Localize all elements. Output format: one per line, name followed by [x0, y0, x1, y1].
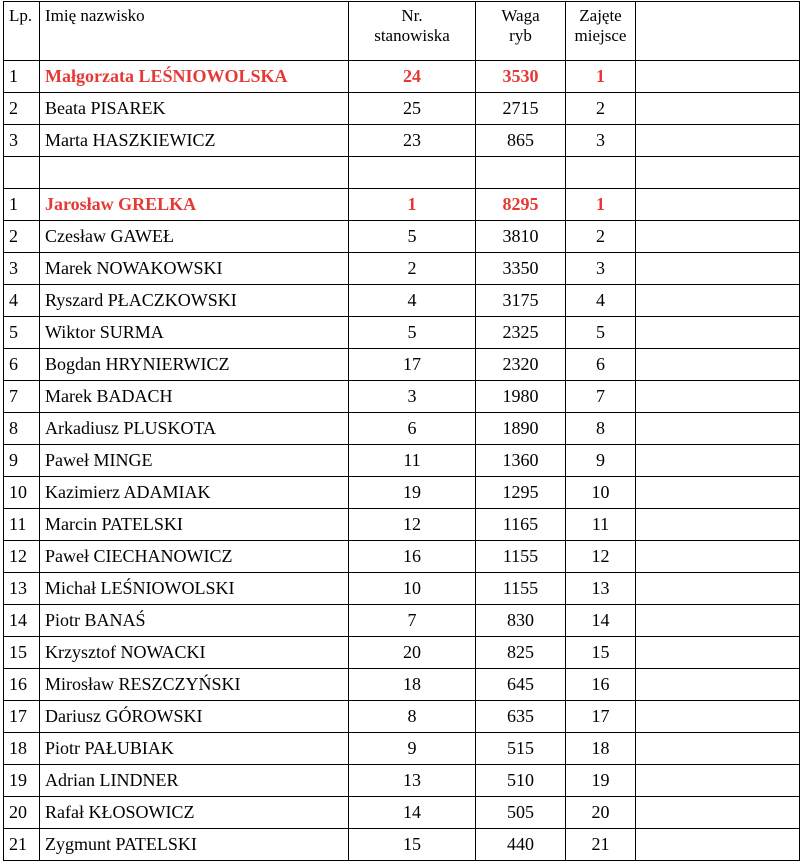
cell-waga: 3530 [476, 61, 566, 93]
cell-miejsce: 2 [566, 93, 636, 125]
cell-name: Bogdan HRYNIERWICZ [40, 349, 349, 381]
cell-stanowisko: 5 [349, 317, 476, 349]
cell-waga: 1155 [476, 541, 566, 573]
cell-lp: 12 [4, 541, 40, 573]
cell-empty [636, 253, 800, 285]
cell-name: Ryszard PŁACZKOWSKI [40, 285, 349, 317]
cell-empty [636, 797, 800, 829]
cell-name: Adrian LINDNER [40, 765, 349, 797]
cell-stanowisko: 11 [349, 445, 476, 477]
cell-miejsce: 3 [566, 125, 636, 157]
cell-lp: 13 [4, 573, 40, 605]
cell-waga: 510 [476, 765, 566, 797]
table-row [4, 605, 800, 637]
cell-empty [636, 445, 800, 477]
cell-waga: 1890 [476, 413, 566, 445]
cell-lp: 15 [4, 637, 40, 669]
cell-name: Arkadiusz PLUSKOTA [40, 413, 349, 445]
cell-name: Rafał KŁOSOWICZ [40, 797, 349, 829]
cell-stanowisko: 18 [349, 669, 476, 701]
cell-waga: 2325 [476, 317, 566, 349]
cell-stanowisko: 8 [349, 701, 476, 733]
cell-stanowisko: 6 [349, 413, 476, 445]
cell-stanowisko: 20 [349, 637, 476, 669]
cell-miejsce: 18 [566, 733, 636, 765]
cell-lp: 4 [4, 285, 40, 317]
cell-name: Czesław GAWEŁ [40, 221, 349, 253]
table-row [4, 93, 800, 125]
cell-empty [636, 733, 800, 765]
cell-miejsce: 1 [566, 61, 636, 93]
cell-lp: 11 [4, 509, 40, 541]
header-miejsce [566, 2, 636, 61]
header-waga [476, 2, 566, 61]
cell-waga: 825 [476, 637, 566, 669]
cell-miejsce: 13 [566, 573, 636, 605]
cell-waga: 635 [476, 701, 566, 733]
cell-stanowisko: 16 [349, 541, 476, 573]
cell-miejsce: 11 [566, 509, 636, 541]
table-body [4, 61, 800, 861]
cell-lp: 2 [4, 93, 40, 125]
header-lp: Lp. [4, 2, 40, 61]
cell-lp: 10 [4, 477, 40, 509]
cell-miejsce: 15 [566, 637, 636, 669]
cell-name: Marta HASZKIEWICZ [40, 125, 349, 157]
cell-miejsce: 17 [566, 701, 636, 733]
cell-lp: 7 [4, 381, 40, 413]
table-row [4, 221, 800, 253]
cell-lp: 3 [4, 125, 40, 157]
cell-name: Marek NOWAKOWSKI [40, 253, 349, 285]
table-row [4, 413, 800, 445]
cell-empty [636, 221, 800, 253]
cell-lp: 8 [4, 413, 40, 445]
cell-empty [636, 125, 800, 157]
cell-waga: 440 [476, 829, 566, 861]
cell-miejsce: 1 [566, 189, 636, 221]
separator-cell [476, 157, 566, 189]
cell-waga: 2715 [476, 93, 566, 125]
cell-stanowisko: 13 [349, 765, 476, 797]
cell-name: Jarosław GRELKA [40, 189, 349, 221]
header-stanowisko-line1: Nr. [401, 6, 423, 25]
cell-lp: 2 [4, 221, 40, 253]
cell-miejsce: 6 [566, 349, 636, 381]
cell-stanowisko: 3 [349, 381, 476, 413]
cell-lp: 19 [4, 765, 40, 797]
cell-miejsce: 7 [566, 381, 636, 413]
cell-waga: 515 [476, 733, 566, 765]
cell-empty [636, 829, 800, 861]
cell-empty [636, 573, 800, 605]
cell-stanowisko: 2 [349, 253, 476, 285]
cell-waga: 3810 [476, 221, 566, 253]
cell-waga: 645 [476, 669, 566, 701]
cell-lp: 1 [4, 61, 40, 93]
cell-stanowisko: 17 [349, 349, 476, 381]
cell-stanowisko: 5 [349, 221, 476, 253]
cell-waga: 1980 [476, 381, 566, 413]
cell-name: Beata PISAREK [40, 93, 349, 125]
cell-waga: 830 [476, 605, 566, 637]
cell-miejsce: 12 [566, 541, 636, 573]
cell-empty [636, 541, 800, 573]
table-row [4, 189, 800, 221]
table-row [4, 701, 800, 733]
cell-waga: 1360 [476, 445, 566, 477]
cell-miejsce: 19 [566, 765, 636, 797]
cell-waga: 2320 [476, 349, 566, 381]
cell-name: Wiktor SURMA [40, 317, 349, 349]
table-row [4, 765, 800, 797]
cell-miejsce: 9 [566, 445, 636, 477]
cell-stanowisko: 4 [349, 285, 476, 317]
cell-stanowisko: 7 [349, 605, 476, 637]
cell-lp: 9 [4, 445, 40, 477]
table-row [4, 829, 800, 861]
cell-name: Piotr PAŁUBIAK [40, 733, 349, 765]
separator-cell [4, 157, 40, 189]
header-miejsce-line1: Zajęte [579, 6, 622, 25]
cell-miejsce: 8 [566, 413, 636, 445]
cell-lp: 16 [4, 669, 40, 701]
cell-name: Paweł CIECHANOWICZ [40, 541, 349, 573]
cell-empty [636, 765, 800, 797]
header-miejsce-line2: miejsce [574, 26, 627, 45]
header-waga-line1: Waga [501, 6, 540, 25]
cell-stanowisko: 9 [349, 733, 476, 765]
cell-empty [636, 317, 800, 349]
cell-empty [636, 413, 800, 445]
cell-waga: 1165 [476, 509, 566, 541]
cell-waga: 3175 [476, 285, 566, 317]
cell-lp: 14 [4, 605, 40, 637]
table-row [4, 669, 800, 701]
cell-miejsce: 4 [566, 285, 636, 317]
cell-waga: 3350 [476, 253, 566, 285]
cell-name: Zygmunt PATELSKI [40, 829, 349, 861]
cell-lp: 1 [4, 189, 40, 221]
table-row [4, 541, 800, 573]
cell-name: Mirosław RESZCZYŃSKI [40, 669, 349, 701]
results-table [3, 1, 800, 861]
cell-name: Kazimierz ADAMIAK [40, 477, 349, 509]
cell-lp: 3 [4, 253, 40, 285]
separator-row [4, 157, 800, 189]
cell-lp: 21 [4, 829, 40, 861]
cell-name: Marek BADACH [40, 381, 349, 413]
table-row [4, 509, 800, 541]
header-stanowisko-line2: stanowiska [374, 26, 450, 45]
cell-lp: 6 [4, 349, 40, 381]
table-row [4, 61, 800, 93]
cell-waga: 1295 [476, 477, 566, 509]
header-empty [636, 2, 800, 61]
table-row [4, 445, 800, 477]
header-row [4, 2, 800, 61]
table-row [4, 317, 800, 349]
cell-name: Krzysztof NOWACKI [40, 637, 349, 669]
cell-empty [636, 669, 800, 701]
cell-name: Piotr BANAŚ [40, 605, 349, 637]
cell-empty [636, 189, 800, 221]
cell-empty [636, 349, 800, 381]
cell-lp: 18 [4, 733, 40, 765]
cell-miejsce: 10 [566, 477, 636, 509]
cell-waga: 1155 [476, 573, 566, 605]
cell-stanowisko: 25 [349, 93, 476, 125]
cell-empty [636, 285, 800, 317]
separator-cell [566, 157, 636, 189]
separator-cell [40, 157, 349, 189]
cell-stanowisko: 23 [349, 125, 476, 157]
cell-empty [636, 61, 800, 93]
cell-stanowisko: 24 [349, 61, 476, 93]
cell-miejsce: 16 [566, 669, 636, 701]
separator-cell [636, 157, 800, 189]
cell-miejsce: 14 [566, 605, 636, 637]
table-row [4, 637, 800, 669]
cell-lp: 5 [4, 317, 40, 349]
cell-name: Paweł MINGE [40, 445, 349, 477]
header-waga-line2: ryb [509, 26, 532, 45]
cell-waga: 865 [476, 125, 566, 157]
cell-stanowisko: 15 [349, 829, 476, 861]
table-row [4, 797, 800, 829]
table-row [4, 253, 800, 285]
cell-miejsce: 21 [566, 829, 636, 861]
cell-miejsce: 3 [566, 253, 636, 285]
header-stanowisko [349, 2, 476, 61]
cell-empty [636, 477, 800, 509]
cell-stanowisko: 10 [349, 573, 476, 605]
table-row [4, 477, 800, 509]
table-row [4, 381, 800, 413]
cell-name: Marcin PATELSKI [40, 509, 349, 541]
table-row [4, 125, 800, 157]
cell-empty [636, 381, 800, 413]
cell-miejsce: 2 [566, 221, 636, 253]
cell-stanowisko: 19 [349, 477, 476, 509]
cell-name: Małgorzata LEŚNIOWOLSKA [40, 61, 349, 93]
table-row [4, 733, 800, 765]
table-row [4, 285, 800, 317]
cell-name: Michał LEŚNIOWOLSKI [40, 573, 349, 605]
header-name: Imię nazwisko [40, 2, 349, 61]
cell-miejsce: 20 [566, 797, 636, 829]
cell-waga: 505 [476, 797, 566, 829]
cell-stanowisko: 12 [349, 509, 476, 541]
cell-stanowisko: 14 [349, 797, 476, 829]
cell-miejsce: 5 [566, 317, 636, 349]
cell-empty [636, 509, 800, 541]
cell-lp: 17 [4, 701, 40, 733]
table-row [4, 349, 800, 381]
cell-empty [636, 605, 800, 637]
cell-lp: 20 [4, 797, 40, 829]
cell-empty [636, 93, 800, 125]
table-row [4, 573, 800, 605]
cell-waga: 8295 [476, 189, 566, 221]
cell-empty [636, 637, 800, 669]
cell-empty [636, 701, 800, 733]
separator-cell [349, 157, 476, 189]
cell-name: Dariusz GÓROWSKI [40, 701, 349, 733]
cell-stanowisko: 1 [349, 189, 476, 221]
